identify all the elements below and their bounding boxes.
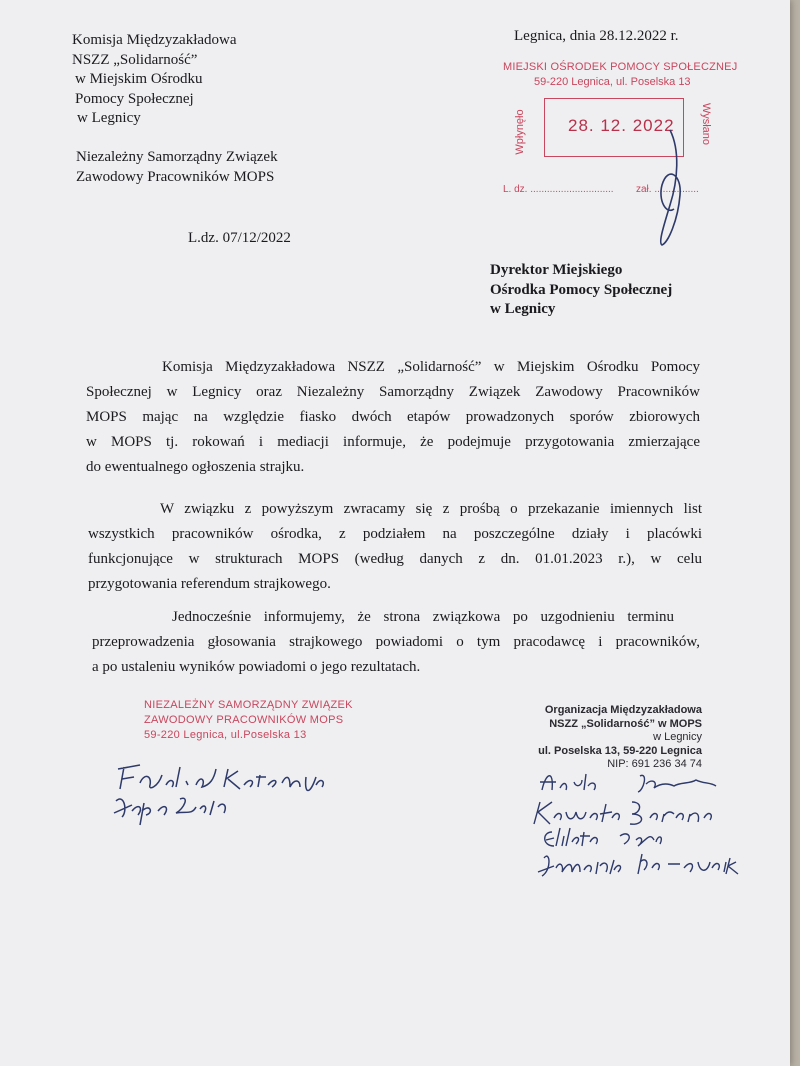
sender-line: w Miejskim Ośrodku [75, 71, 203, 87]
paragraph-line: przeprowadzenia głosowania strajkowego powiadomi o tym pracodawcę i pracowników, [92, 634, 700, 650]
union-block [76, 148, 278, 187]
date-line: Legnica, dnia 28.12.2022 r. [514, 28, 679, 44]
solidarity-stamp-line: NIP: 691 236 34 74 [607, 758, 702, 770]
handwritten-signatures-right [520, 762, 750, 892]
union-stamp-line: NIEZALEŻNY SAMORZĄDNY ZWIĄZEK [144, 699, 353, 711]
sender-line: w Legnicy [77, 110, 141, 126]
union-line: Zawodowy Pracowników MOPS [76, 168, 275, 185]
receipt-stamp-address: 59-220 Legnica, ul. Poselska 13 [534, 76, 691, 88]
reference-number: L.dz. 07/12/2022 [188, 230, 291, 246]
union-stamp-line: 59-220 Legnica, ul.Poselska 13 [144, 729, 307, 741]
body-paragraph-2 [88, 497, 702, 597]
solidarity-stamp-line: w Legnicy [653, 731, 702, 743]
recipient-line: Ośrodka Pomocy Społecznej [490, 281, 673, 298]
paragraph-line: a po ustaleniu wyników powiadomi o jego rezultatach. [92, 659, 421, 675]
paragraph-line: Społecznej w Legnicy oraz Niezależny Samorządny Związek Zawodowy Pracowników [86, 384, 700, 400]
paragraph-line: Komisja Międzyzakładowa NSZZ „Solidarność” w Miejskim Ośrodku Pomocy [162, 359, 700, 375]
receipt-stamp-date: 28. 12. 2022 [568, 116, 675, 135]
sender-line: Pomocy Społecznej [75, 90, 194, 107]
receipt-stamp-right-label: Wysłano [700, 102, 712, 146]
sender-block [72, 31, 237, 129]
paragraph-line: wszystkich pracowników ośrodka, z podziałem na poszczególne działy i placówki [88, 526, 702, 542]
sender-line: Komisja Międzyzakładowa [72, 32, 237, 48]
receipt-stamp-header: MIEJSKI OŚRODEK POMOCY SPOŁECZNEJ [503, 61, 738, 73]
solidarity-stamp-line: Organizacja Międzyzakładowa [544, 704, 702, 716]
solidarity-stamp-line: ul. Poselska 13, 59-220 Legnica [538, 744, 702, 757]
solidarity-stamp-line: NSZZ „Solidarność” w MOPS [549, 717, 702, 730]
paragraph-line: Jednocześnie informujemy, że strona związkowa po uzgodnieniu terminu [172, 609, 674, 625]
receipt-initials-signature [640, 125, 700, 250]
receipt-stamp-ldz: L. dz. .............................. [503, 184, 614, 195]
paragraph-line: do ewentualnego ogłoszenia strajku. [86, 459, 305, 475]
handwritten-signatures-left [110, 755, 340, 830]
body-paragraph-3 [92, 605, 700, 680]
union-stamp [144, 698, 353, 743]
receipt-stamp-left-label: Wpłynęło [514, 109, 526, 155]
paragraph-line: przygotowania referendum strajkowego. [88, 576, 331, 592]
paragraph-line: w MOPS tj. rokowań i mediacji informuje, że podejmuje przygotowania zmierzające [86, 434, 700, 450]
sender-line: NSZZ „Solidarność” [72, 51, 198, 68]
recipient-line: w Legnicy [490, 301, 556, 317]
paragraph-line: W związku z powyższym zwracamy się z prośbą o przekazanie imiennych list [160, 501, 702, 517]
union-line: Niezależny Samorządny Związek [76, 149, 278, 165]
body-paragraph-1 [86, 355, 700, 480]
union-stamp-line: ZAWODOWY PRACOWNIKÓW MOPS [144, 714, 344, 726]
recipient-line: Dyrektor Miejskiego [490, 262, 623, 278]
paragraph-line: funkcjonujące w strukturach MOPS (według danych z dn. 01.01.2023 r.), w celu [88, 551, 702, 567]
receipt-stamp-zal: zał. ................ [636, 184, 699, 195]
paragraph-line: MOPS mając na względzie fiasko dwóch etapów prowadzonych sporów zbiorowych [86, 409, 700, 425]
recipient-block [490, 261, 672, 320]
